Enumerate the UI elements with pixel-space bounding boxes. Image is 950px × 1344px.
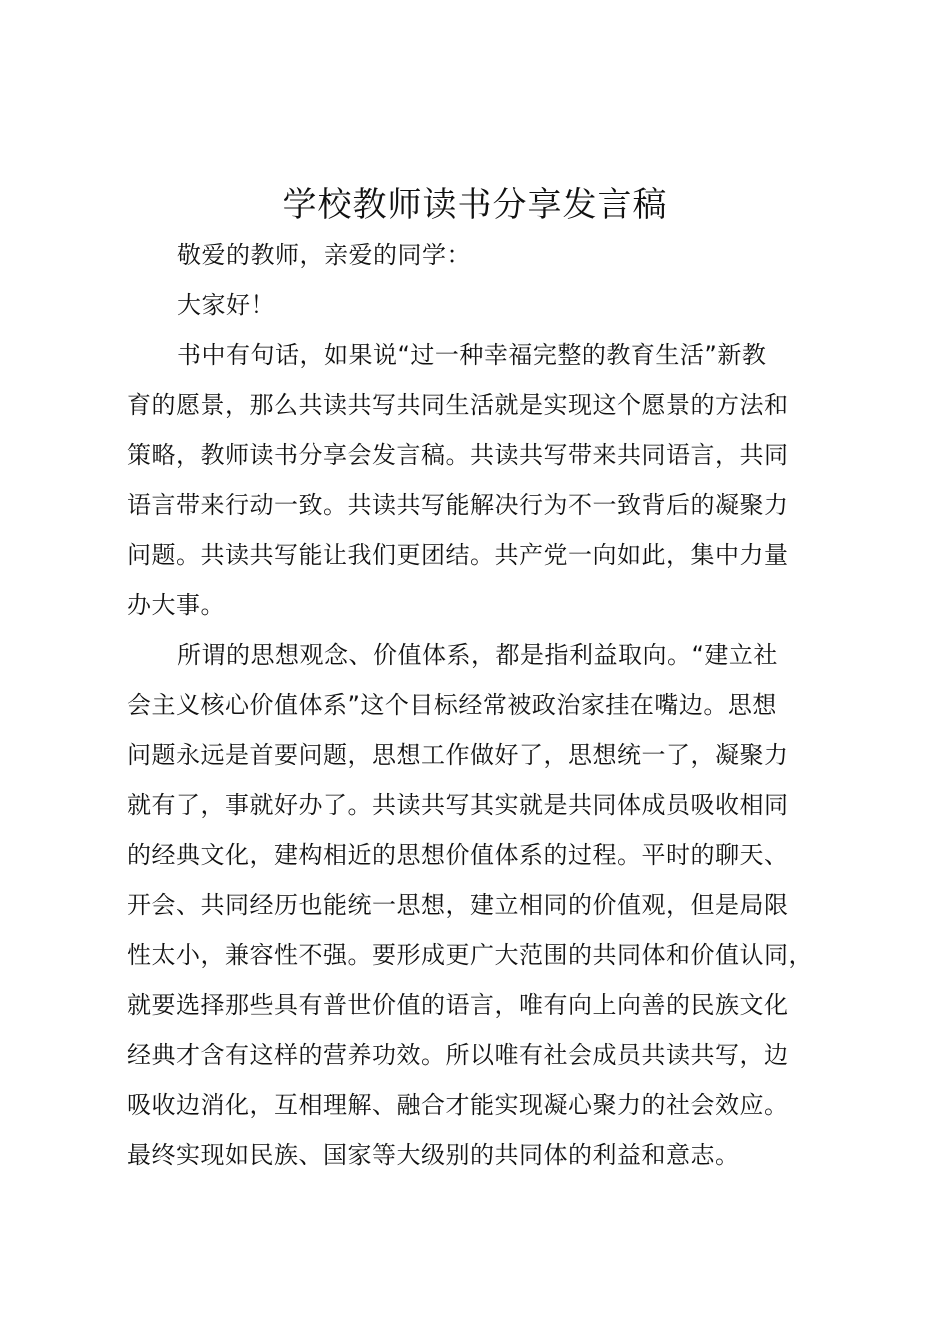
text-line: 语言带来行动一致。共读共写能解决行为不一致背后的凝聚力 <box>127 491 789 519</box>
text-line: 办大事。 <box>127 591 225 619</box>
text-line: 问题。共读共写能让我们更团结。共产党一向如此，集中力量 <box>127 541 789 569</box>
text-line: 就要选择那些具有普世价值的语言，唯有向上向善的民族文化 <box>127 991 789 1019</box>
text-line: 大家好！ <box>177 291 275 319</box>
text-line: 敬爱的教师，亲爱的同学： <box>177 241 471 269</box>
text-line: 的经典文化，建构相近的思想价值体系的过程。平时的聊天、 <box>127 841 789 869</box>
text-line: 最终实现如民族、国家等大级别的共同体的利益和意志。 <box>127 1141 740 1169</box>
text-line: 书中有句话，如果说“过一种幸福完整的教育生活”新教 <box>177 341 767 369</box>
text-line: 性太小，兼容性不强。要形成更广大范围的共同体和价值认同， <box>127 941 813 969</box>
text-line: 策略，教师读书分享会发言稿。共读共写带来共同语言，共同 <box>127 441 789 469</box>
text-line: 开会、共同经历也能统一思想，建立相同的价值观，但是局限 <box>127 891 789 919</box>
text-line: 育的愿景，那么共读共写共同生活就是实现这个愿景的方法和 <box>127 391 789 419</box>
document-title: 学校教师读书分享发言稿 <box>282 185 668 225</box>
text-line: 经典才含有这样的营养功效。所以唯有社会成员共读共写，边 <box>127 1041 789 1069</box>
text-line: 所谓的思想观念、价值体系，都是指利益取向。“建立社 <box>177 641 778 669</box>
text-line: 就有了，事就好办了。共读共写其实就是共同体成员吸收相同 <box>127 791 789 819</box>
text-line: 吸收边消化，互相理解、融合才能实现凝心聚力的社会效应。 <box>127 1091 789 1119</box>
text-line: 会主义核心价值体系”这个目标经常被政治家挂在嘴边。思想 <box>127 691 777 719</box>
text-line: 问题永远是首要问题，思想工作做好了，思想统一了，凝聚力 <box>127 741 789 769</box>
document-body <box>127 230 833 1180</box>
